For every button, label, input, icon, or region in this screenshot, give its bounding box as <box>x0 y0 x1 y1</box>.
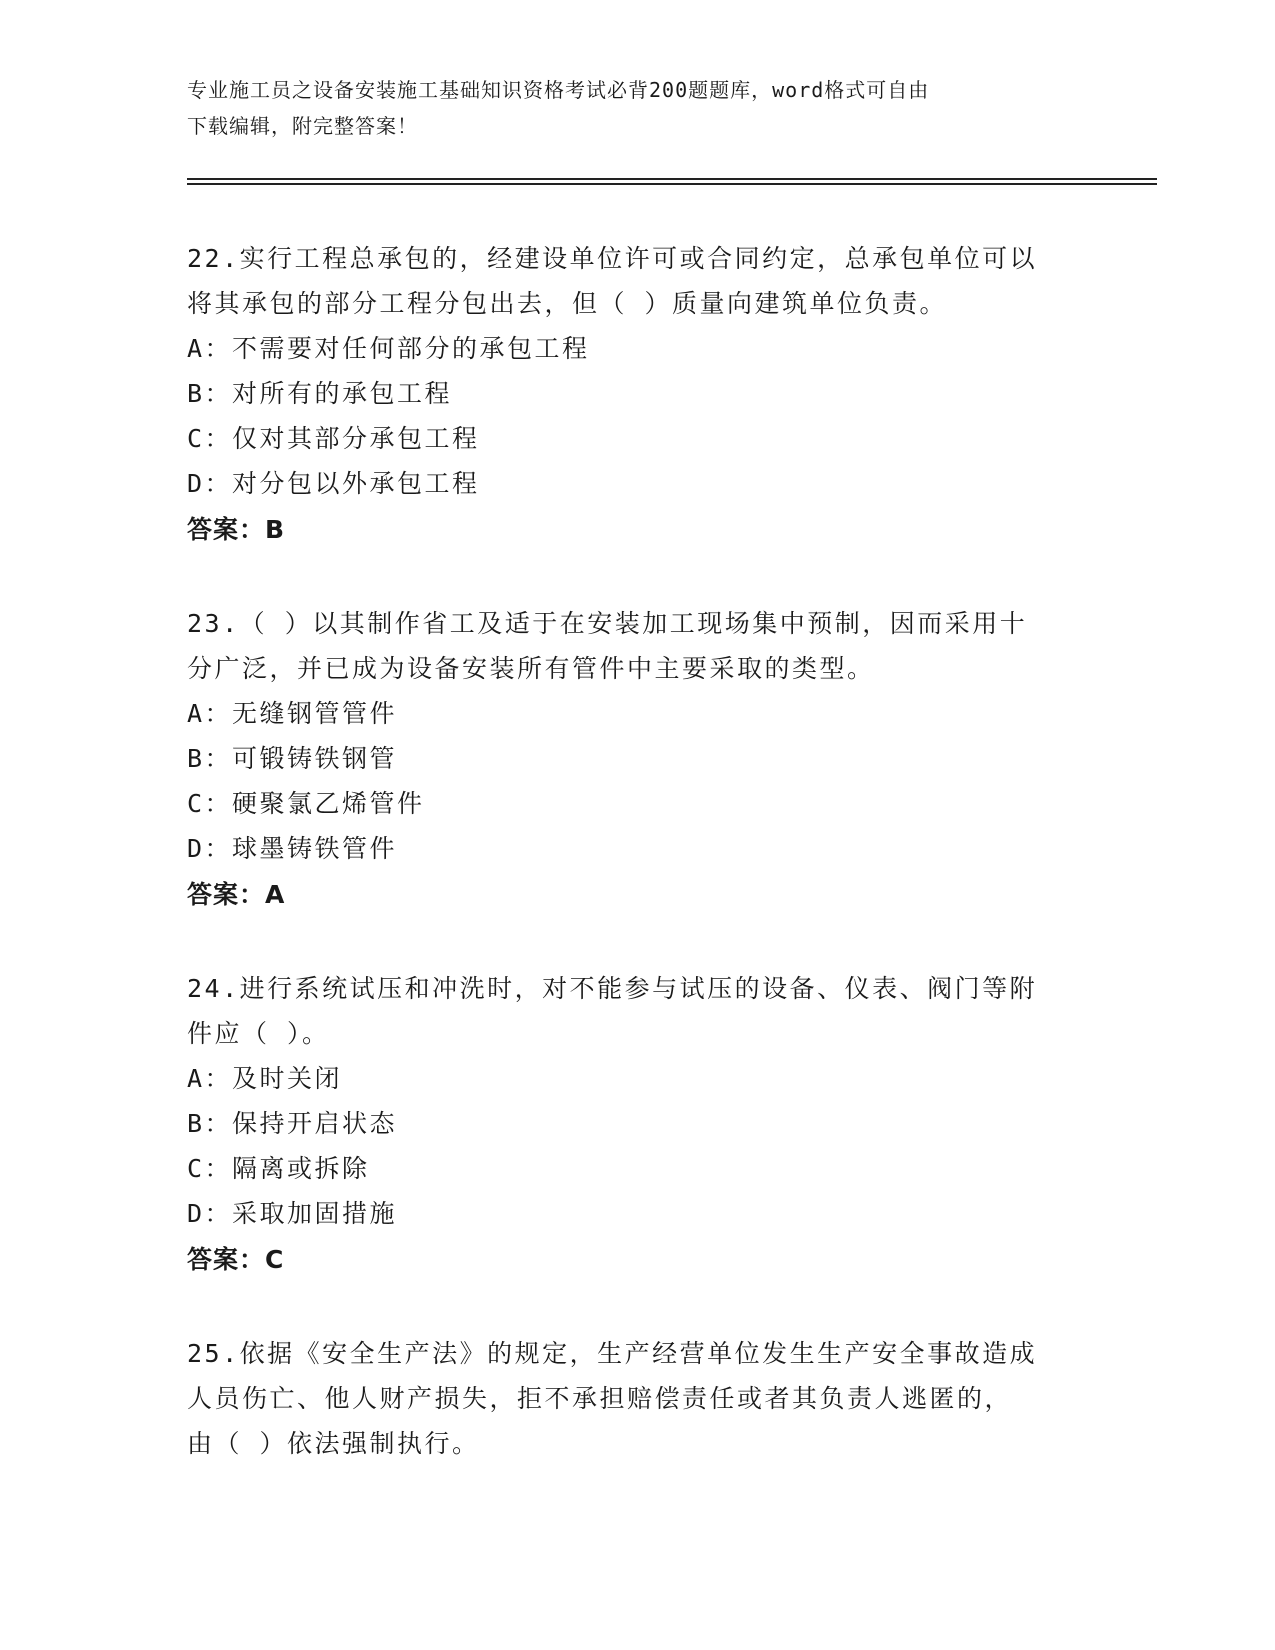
option-a: A：不需要对任何部分的承包工程 <box>187 334 590 363</box>
question-24 <box>187 966 1087 1284</box>
option-d: D：采取加固措施 <box>187 1199 398 1228</box>
question-22 <box>187 236 1087 554</box>
question-25 <box>187 1331 1087 1466</box>
header-line-1: 专业施工员之设备安装施工基础知识资格考试必背200题题库，word格式可自由 <box>187 78 930 102</box>
question-stem-line: 件应（ ）。 <box>187 1019 330 1048</box>
question-stem-line: 将其承包的部分工程分包出去，但（ ）质量向建筑单位负责。 <box>187 289 948 318</box>
option-b: B：可锻铸铁钢管 <box>187 744 398 773</box>
option-d: D：球墨铸铁管件 <box>187 834 398 863</box>
option-b: B：对所有的承包工程 <box>187 379 453 408</box>
option-a: A：无缝钢管管件 <box>187 699 398 728</box>
option-a: A：及时关闭 <box>187 1064 343 1093</box>
question-stem-line: 分广泛，并已成为设备安装所有管件中主要采取的类型。 <box>187 654 875 683</box>
question-stem-line: 24.进行系统试压和冲洗时，对不能参与试压的设备、仪表、阀门等附 <box>187 974 1038 1003</box>
question-23 <box>187 601 1087 919</box>
option-b: B：保持开启状态 <box>187 1109 398 1138</box>
option-c: C：仅对其部分承包工程 <box>187 424 480 453</box>
header-divider-top <box>187 178 1157 180</box>
question-stem-line: 22.实行工程总承包的，经建设单位许可或合同约定，总承包单位可以 <box>187 244 1038 273</box>
document-header <box>187 72 1087 144</box>
answer-label: 答案：C <box>187 1245 285 1274</box>
question-stem-line: 23.（ ）以其制作省工及适于在安装加工现场集中预制，因而采用十 <box>187 609 1028 638</box>
answer-label: 答案：A <box>187 880 286 909</box>
answer-label: 答案：B <box>187 515 286 544</box>
header-line-2: 下载编辑，附完整答案！ <box>187 114 418 138</box>
question-stem-line: 人员伤亡、他人财产损失，拒不承担赔偿责任或者其负责人逃匿的， <box>187 1384 1013 1413</box>
question-stem-line: 由（ ）依法强制执行。 <box>187 1429 480 1458</box>
option-c: C：硬聚氯乙烯管件 <box>187 789 425 818</box>
option-c: C：隔离或拆除 <box>187 1154 370 1183</box>
question-stem-line: 25.依据《安全生产法》的规定，生产经营单位发生生产安全事故造成 <box>187 1339 1038 1368</box>
option-d: D：对分包以外承包工程 <box>187 469 480 498</box>
header-divider-bottom <box>187 183 1157 185</box>
